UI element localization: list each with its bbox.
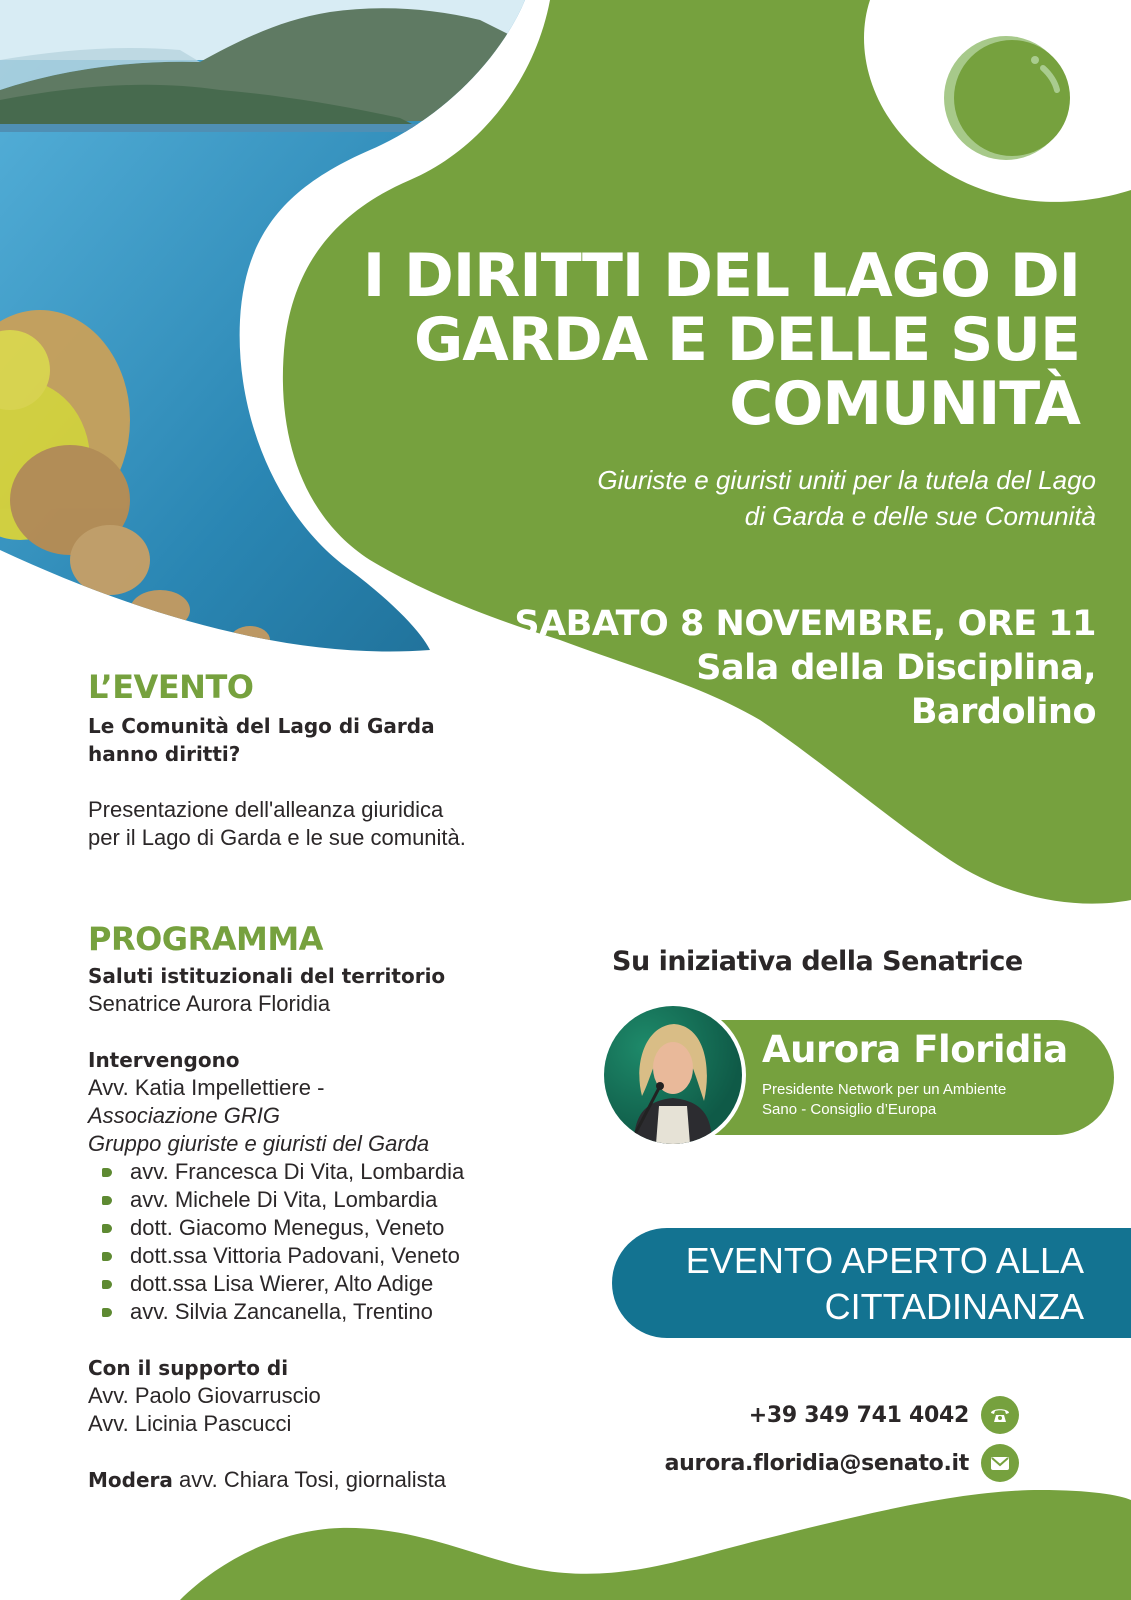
bullet-icon [102,1196,112,1205]
open-event-text [612,1238,1084,1330]
member-name: dott.ssa Vittoria Padovani, Veneto [130,1243,460,1268]
event-town: Bardolino [910,692,1096,732]
open-event-line-1: EVENTO APERTO ALLA [685,1240,1084,1281]
bullet-icon [102,1168,112,1177]
list-item [88,1214,588,1242]
phone-number[interactable]: +39 349 741 4042 [748,1402,969,1428]
event-venue: Sala della Disciplina, [696,648,1096,688]
speaker-association: Associazione GRIG [88,1103,280,1128]
bottom-wave [180,1490,1131,1600]
member-name: avv. Francesca Di Vita, Lombardia [130,1159,465,1184]
list-item [88,1270,588,1298]
title-line-2: GARDA E DELLE SUE [414,305,1080,375]
member-name: avv. Silvia Zancanella, Trentino [130,1299,433,1324]
description-line-1 [88,796,570,824]
greetings-label: Saluti istituzionali del territorio [88,964,446,988]
event-question [88,712,588,768]
member-name: avv. Michele Di Vita, Lombardia [130,1187,438,1212]
title-line-3: COMUNITÀ [729,369,1080,439]
bullet-icon [102,1252,112,1261]
list-item [88,1242,588,1270]
email-address[interactable]: aurora.floridia@senato.it [664,1450,969,1476]
description-line-2: per il Lago di Garda e le sue comunità. [88,825,466,850]
question-line-1: Le Comunità del Lago di Garda [88,714,435,738]
senator-role [762,1080,1094,1120]
role-line-2: Sano - Consiglio d’Europa [762,1101,937,1118]
mail-icon [981,1444,1019,1482]
subtitle-line-2: di Garda e delle sue Comunità [744,501,1096,531]
senator-portrait [604,1006,742,1144]
subtitle-line-1: Giuriste e giuristi uniti per la tutela del Lago [597,465,1096,495]
supporter-name: Avv. Licinia Pascucci [88,1411,292,1436]
support-label: Con il supporto di [88,1356,289,1380]
speaker-main: Avv. Katia Impellettiere - [88,1075,325,1100]
bullet-icon [102,1224,112,1233]
moderator-name: avv. Chiara Tosi, giornalista [172,1467,446,1492]
question-line-2: hanno diritti? [88,742,241,766]
senator-name: Aurora Floridia [762,1028,1068,1071]
supporter-name: Avv. Paolo Giovarruscio [88,1383,321,1408]
list-item [88,1298,588,1326]
event-description [88,796,570,852]
list-item [88,1158,588,1186]
member-name: dott.ssa Lisa Wierer, Alto Adige [130,1271,434,1296]
event-heading: L’EVENTO [88,668,254,706]
speakers-label: Intervengono [88,1048,240,1072]
event-section [88,668,588,852]
bullet-icon [102,1280,112,1289]
event-subtitle [380,462,1096,534]
avatar [600,1002,746,1148]
phone-contact[interactable] [749,1396,1019,1434]
event-date: SABATO 8 NOVEMBRE, ORE 11 [514,604,1096,644]
member-name: dott. Giacomo Menegus, Veneto [130,1215,445,1240]
moderator-line [88,1466,588,1494]
open-event-line-2: CITTADINANZA [824,1286,1084,1327]
role-line-1: Presidente Network per un Ambiente [762,1081,1007,1098]
group-label: Gruppo giuriste e giuristi del Garda [88,1131,430,1156]
program-heading: PROGRAMMA [88,920,323,958]
email-contact[interactable] [665,1444,1019,1482]
description-text-1: Presentazione dell'alleanza giuridica [88,797,444,822]
moderator-label: Modera [88,1468,173,1492]
title-line-1: I DIRITTI DEL LAGO DI [362,241,1080,311]
green-bubble-icon [944,36,1070,160]
greetings-name: Senatrice Aurora Floridia [88,991,331,1016]
event-title [340,241,1080,439]
initiative-label: Su iniziativa della Senatrice [612,946,1023,977]
phone-icon [981,1396,1019,1434]
list-item [88,1186,588,1214]
bullet-icon [102,1308,112,1317]
program-section [88,920,588,1494]
members-list [88,1158,588,1326]
